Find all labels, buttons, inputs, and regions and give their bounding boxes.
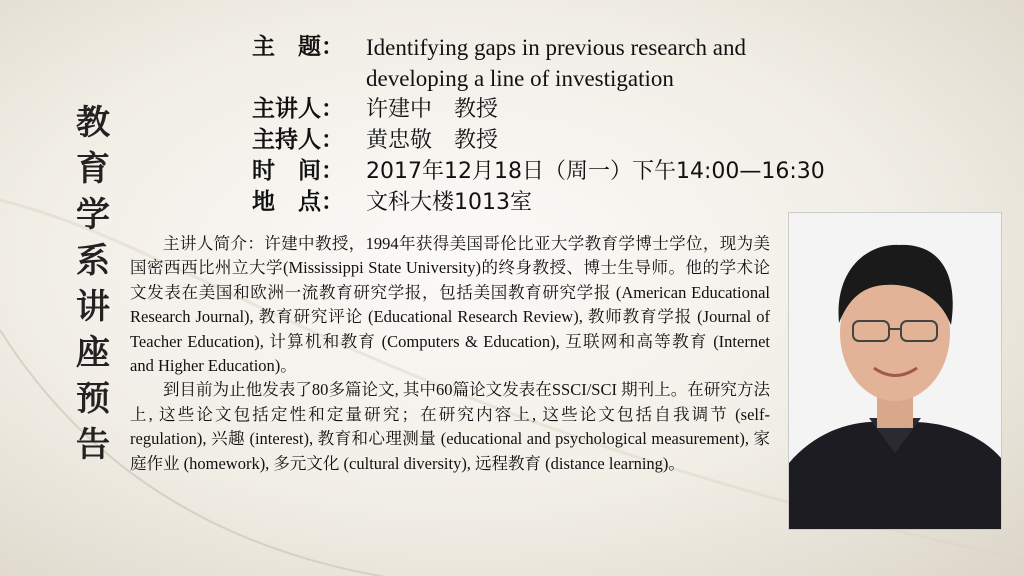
bio-paragraph-2: 到目前为止他发表了80多篇论文, 其中60篇论文发表在SSCI/SCI 期刊上。在研究方法上, 这些论文包括定性和定量研究；在研究内容上, 这些论文包括自我调节 (self-regulation), 兴趣 (interest), 教育和心理测量 (educational and psychological measurement), 家庭作业 (homework), 多元文化 (cultural diversity), 远程教育 (distance learning)。 [130,380,770,473]
host-label: 主持人： [252,127,344,153]
vertical-title-char: 讲 [76,287,110,327]
time-row [252,156,952,187]
speaker-bio [130,232,770,476]
vertical-title-char: 告 [76,425,110,465]
lecture-info [252,32,952,218]
vertical-title-char: 座 [76,333,110,373]
topic-row [252,32,952,63]
portrait-icon [789,213,1001,529]
host-value: 黄忠敬 教授 [366,128,499,153]
vertical-title [68,100,118,468]
topic-row-2 [252,63,952,94]
vertical-title-char: 育 [76,149,110,189]
speaker-label: 主讲人： [252,96,344,122]
speaker-value: 许建中 教授 [366,97,499,122]
time-label: 时 间： [252,158,344,184]
topic-label: 主 题： [252,34,344,60]
bio-paragraph-1: 主讲人简介：许建中教授，1994年获得美国哥伦比亚大学教育学博士学位，现为美国密西西比州立大学(Mississippi State University)的终身教授、博士生导师。他的学术论文发表在美国和欧洲一流教育研究学报，包括美国教育研究学报 (American Educational Research Journal), 教育研究评论 (Educational Research Review), 教师教育学报 (Journal of Teacher Education), 计算机和教育 (Computers & Education), 互联网和高等教育 (Internet and Higher Education)。 [130,234,770,376]
vertical-title-char: 教 [76,103,110,143]
vertical-title-char: 系 [76,241,110,281]
vertical-title-char: 预 [76,379,110,419]
speaker-row [252,94,952,125]
place-label: 地 点： [252,189,344,215]
host-row [252,125,952,156]
topic-line2: developing a line of investigation [366,66,674,91]
topic-line1: Identifying gaps in previous research and [366,35,747,60]
speaker-photo [788,212,1002,530]
time-value: 2017年12月18日（周一）下午14:00—16:30 [366,159,825,184]
place-value: 文科大楼1013室 [366,190,532,215]
vertical-title-char: 学 [76,195,110,235]
